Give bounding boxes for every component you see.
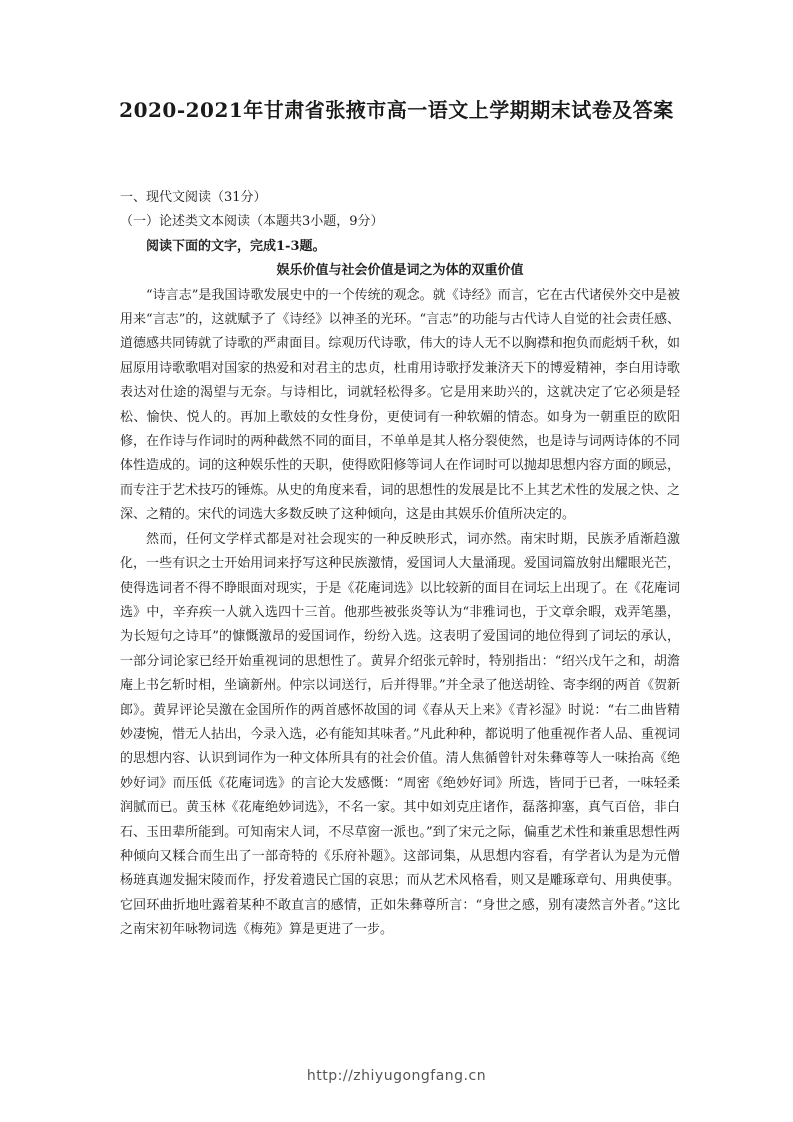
- article-paragraph-2: 然而，任何文学样式都是对社会现实的一种反映形式，词亦然。南宋时期，民族矛盾渐趋激化，一些有识之士开始用词来抒写这种民族激情，爱国词人大量涌现。爱国词篇放射出耀眼光芒，使得选词者不得不睁眼面对现实，于是《花庵词选》以比较新的面目在词坛上出现了。在《花庵词选》中，辛弃疾一人就入选四十三首。他那些被张炎等认为“非雅词也，于文章余暇，戏弄笔墨，为长短句之诗耳”的慷慨激昂的爱国词作，纷纷入选。这表明了爱国词的地位得到了词坛的承认，一部分词论家已经开始重视词的思想性了。黄昇介绍张元幹时，特别指出：“绍兴戊午之和，胡澹庵上书乞斩时相，坐谪新州。仲宗以词送行，后并得罪。”并全录了他送胡铨、寄李纲的两首《贺新郎》。黄昇评论吴激在金国所作的两首感怀故国的词《春从天上来》《青衫湿》时说：“右二曲皆精妙凄惋，惜无人拈出，今录入选，必有能知其味者。”凡此种种，都说明了他重视作者人品、重视词的思想内容、认识到词作为一种文体所具有的社会价值。清人焦循曾针对朱彝尊等人一味抬高《绝妙好词》而压低《花庵词选》的言论大发感慨：“周密《绝妙好词》所选，皆同于已者，一味轻柔润腻而已。黄玉林《花庵绝妙词选》，不名一家。其中如刘克庄诸作，磊落抑塞，真气百倍，非白石、玉田辈所能到。可知南宋人词，不尽草窗一派也。”到了宋元之际，偏重艺术性和兼重思想性两种倾向又糅合而生出了一部奇特的《乐府补题》。这部词集，从思想内容看，有学者认为是为元僧杨琏真迦发掘宋陵而作，抒发着遗民亡国的哀思；而从艺术风格看，则又是雕琢章句、用典使事。它回环曲折地吐露着某种不敢直言的感情，正如朱彝尊所言：“身世之感，别有凄然言外者。”这比之南宋初年咏物词选《梅苑》算是更进了一步。: [120, 531, 680, 938]
- article-paragraph-1: “诗言志”是我国诗歌发展史中的一个传统的观念。就《诗经》而言，它在古代诸侯外交中是被用来“言志”的，这就赋予了《诗经》以神圣的光环。“言志”的功能与古代诗人自觉的社会责任感、道德感共同铸就了诗歌的严肃面目。综观历代诗歌，伟大的诗人无不以胸襟和抱负而彪炳千秋，如屈原用诗歌歌唱对国家的热爱和对君主的忠贞，杜甫用诗歌抒发兼济天下的博爱精神，李白用诗歌表达对仕途的渴望与无奈。与诗相比，词就轻松得多。它是用来助兴的，这就决定了它必须是轻松、愉快、悦人的。再加上歌妓的女性身份，更使词有一种软媚的情态。如身为一朝重臣的欧阳修，在作诗与作词时的两种截然不同的面目，不单单是其人格分裂使然，也是诗与词两诗体的不同体性造成的。词的这种娱乐性的天职，使得欧阳修等词人在作词时可以抛却思想内容方面的顾忌，而专注于艺术技巧的锤炼。从史的角度来看，词的思想性的发展是比不上其艺术性的发展之快、之深、之精的。宋代的词选大多数反映了这种倾向，这是由其娱乐价值所决定的。: [120, 287, 680, 523]
- reading-instruction: 阅读下面的文字，完成1-3题。: [146, 238, 326, 254]
- document-title: 2020-2021年甘肃省张掖市高一语文上学期期末试卷及答案: [119, 98, 674, 122]
- footer-url[interactable]: http://zhiyugongfang.cn: [306, 1068, 487, 1084]
- section-heading: 一、现代文阅读（31分）: [120, 190, 267, 205]
- document-body: [120, 186, 680, 943]
- subsection-heading: （一）论述类文本阅读（本题共3小题，9分）: [120, 214, 384, 230]
- article-title: 娱乐价值与社会价值是词之为体的双重价值: [276, 263, 524, 279]
